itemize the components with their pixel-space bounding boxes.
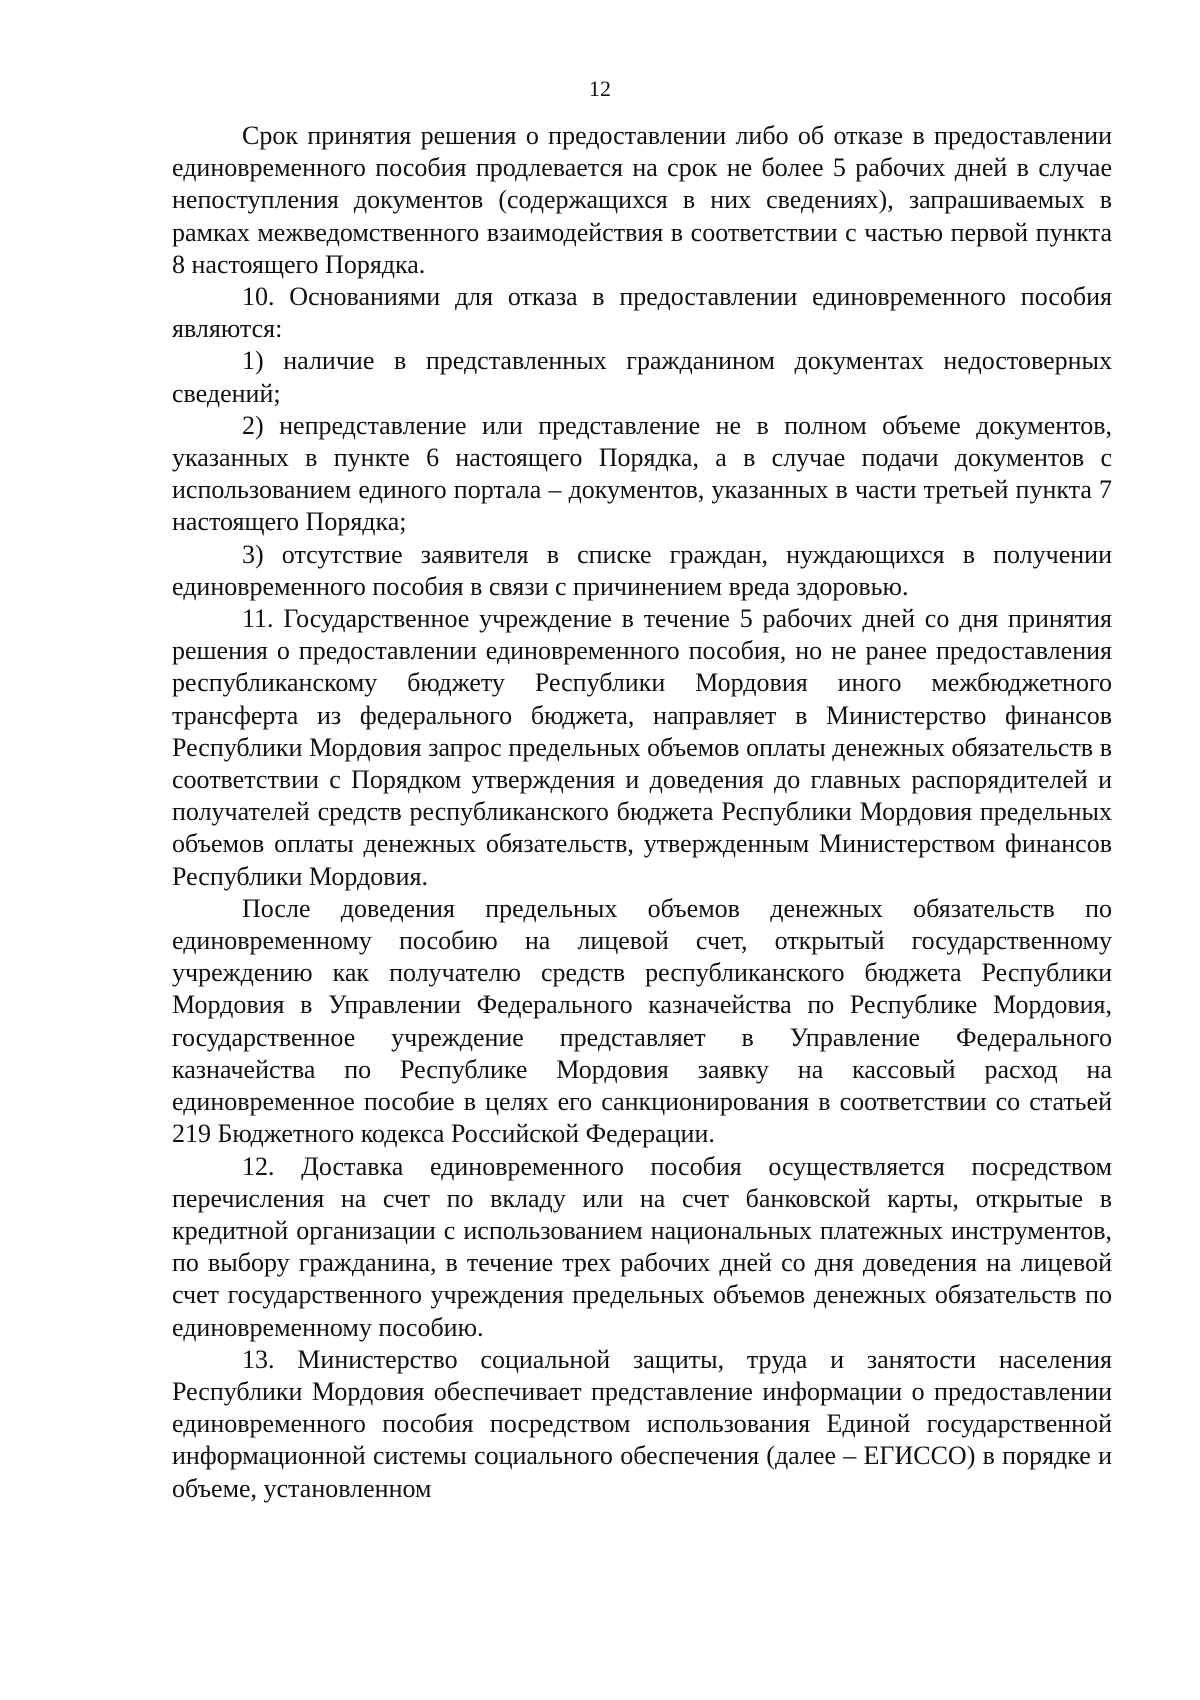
paragraph-12-delivery: 12. Доставка единовременного пособия осуществляется посредством перечисления на счет по вкладу или на счет банковской карты, открытые в кредитной организации с использованием национальных платежных инструментов, по выбору гражданина, в течение трех рабочих дней со дня доведения на лицевой счет государственного учреждения предельных объемов денежных обязательств по единовременному пособию. — [172, 1151, 1112, 1342]
paragraph-decision-term: Срок принятия решения о предоставлении либо об отказе в предоставлении единовременного пособия продлевается на срок не более 5 рабочих дней в случае непоступления документов (содержащихся в них сведениях), запрашиваемых в рамках межведомственного взаимодействия в соответствии с частью первой пункта 8 настоящего Порядка. — [172, 121, 1112, 279]
list-item-2: 2) непредставление или представление не в полном объеме документов, указанных в пункте 6 настоящего Порядка, а в случае подачи документов с использованием единого портала – документов, указанных в части третьей пункта 7 настоящего Порядка; — [172, 410, 1112, 537]
document-body — [172, 120, 1112, 1505]
page-number: 12 — [589, 76, 611, 101]
paragraph-11-institution: 11. Государственное учреждение в течение 5 рабочих дней со дня принятия решения о предоставлении единовременного пособия, но не ранее предоставления республиканскому бюджету Республики Мордовия иного межбюджетного трансферта из федерального бюджета, направляет в Министерство финансов Республики Мордовия запрос предельных объемов оплаты денежных обязательств в соответствии с Порядком утверждения и доведения до главных распорядителей и получателей средств республиканского бюджета Республики Мордовия предельных объемов оплаты денежных обязательств, утвержденным Министерством финансов Республики Мордовия. — [172, 604, 1112, 891]
paragraph-10-refusal-grounds: 10. Основаниями для отказа в предоставлении единовременного пособия являются: — [172, 282, 1112, 344]
list-item-1: 1) наличие в представленных гражданином документах недостоверных сведений; — [172, 346, 1112, 408]
paragraph-after-limits: После доведения предельных объемов денежных обязательств по единовременному пособию на лицевой счет, открытый государственному учреждению как получателю средств республиканского бюджета Республики Мордовия в Управлении Федерального казначейства по Республике Мордовия, государственное учреждение представляет в Управление Федерального казначейства по Республике Мордовия заявку на кассовый расход на единовременное пособие в целях его санкционирования в соответствии со статьей 219 Бюджетного кодекса Российской Федерации. — [172, 893, 1112, 1149]
paragraph-13-ministry: 13. Министерство социальной защиты, труда и занятости населения Республики Мордовия обеспечивает представление информации о предоставлении единовременного пособия посредством использования Единой государственной информационной системы социального обеспечения (далее – ЕГИССО) в порядке и объеме, установленном — [172, 1344, 1112, 1503]
list-item-3: 3) отсутствие заявителя в списке граждан, нуждающихся в получении единовременного пособия в связи с причинением вреда здоровью. — [172, 539, 1112, 601]
